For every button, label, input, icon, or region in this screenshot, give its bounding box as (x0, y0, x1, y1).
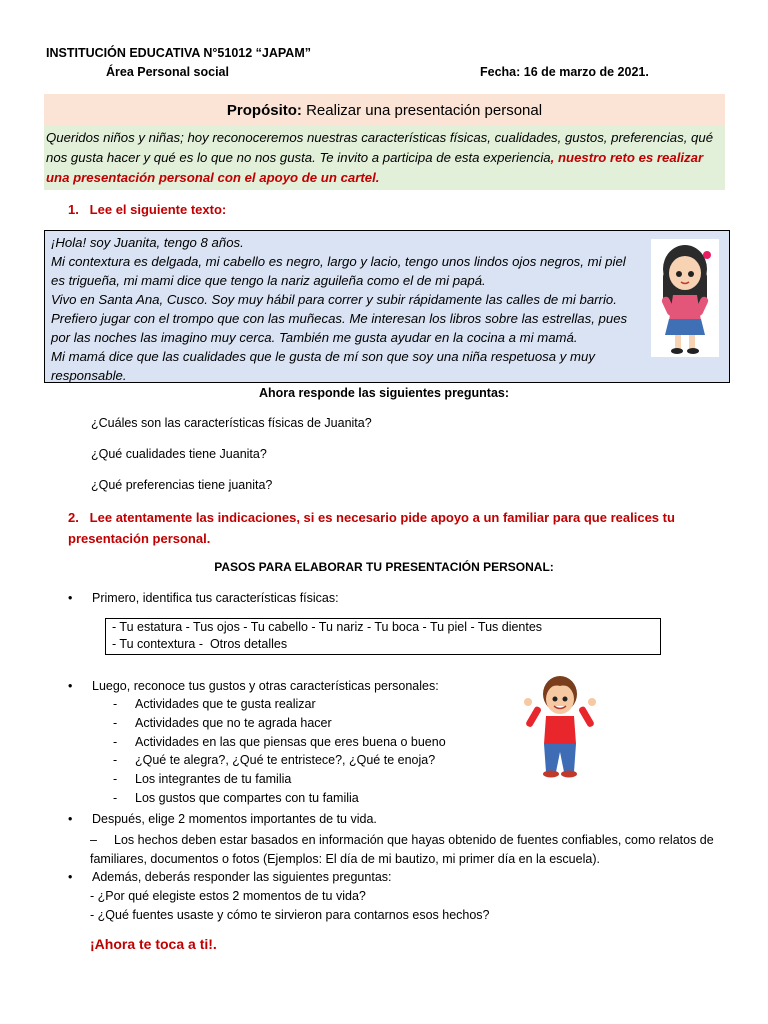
step-2-heading: 2. Lee atentamente las indicaciones, si es necesario pide apoyo a un familiar para que realices tu presentación personal. (68, 510, 679, 546)
story-line: Mi mamá dice que las cualidades que le gusta de mí son que soy una niña respetuosa y muy responsable. (51, 349, 595, 383)
question-item: ¿Qué preferencias tiene juanita? (91, 478, 273, 492)
institution-title: INSTITUCIÓN EDUCATIVA N°51012 “JAPAM” (46, 46, 311, 60)
traits-line: - Tu contextura - Otros detalles (112, 637, 288, 651)
purpose-text: Realizar una presentación personal (301, 101, 543, 119)
bullet-icon: • (68, 679, 73, 693)
story-line: ¡Hola! soy Juanita, tengo 8 años. (51, 235, 244, 250)
list-item: - Los integrantes de tu familia (113, 772, 292, 786)
fourth-question: - ¿Qué fuentes usaste y cómo te sirvieron para contarnos esos hechos? (90, 908, 490, 922)
step-third-text: Después, elige 2 momentos importantes de tu vida. (92, 812, 377, 826)
intro-text: Queridos niños y niñas; hoy reconoceremos nuestras características físicas, cualidades, gustos, preferencias, qué nos gusta hacer y qué es lo que no nos gusta. Te invito a participa de esta experiencia (46, 130, 714, 165)
step-third (68, 812, 377, 826)
purpose-banner (44, 94, 725, 126)
story-line: Prefiero jugar con el trompo que con las muñecas. Me interesan los libros sobre las estrellas, pues por las noches las imagino muy cerca. También me gusta ayudar en la cocina a mi mamá. (51, 311, 628, 345)
step-second (68, 679, 439, 693)
story-line: Mi contextura es delgada, mi cabello es negro, largo y lacio, tengo unos lindos ojos negros, mi piel es trigueña, mi mami dice que tengo la nariz aguileña como el de mi papá. (51, 254, 626, 288)
step-first-text: Primero, identifica tus características físicas: (92, 591, 339, 605)
step-third-detail: – Los hechos deben estar basados en información que hayas obtenido de fuentes confiables, como relatos de familiares, documentos o fotos (Ejemplos: El día de mi bautizo, mi primer día en la escuela). (90, 833, 714, 866)
purpose-label: Propósito: (226, 101, 302, 119)
story-text (51, 233, 636, 385)
questions-title: Ahora responde las siguientes preguntas: (258, 386, 510, 400)
physical-traits-box (105, 618, 661, 655)
question-item: ¿Qué cualidades tiene Juanita? (91, 447, 267, 461)
list-item: - Actividades que no te agrada hacer (113, 716, 332, 730)
traits-line: - Tu estatura - Tus ojos - Tu cabello - Tu nariz - Tu boca - Tu piel - Tus dientes (112, 620, 543, 634)
step-fourth-text: Además, deberás responder las siguientes preguntas: (92, 870, 392, 884)
steps-title: PASOS PARA ELABORAR TU PRESENTACIÓN PERSONAL: (214, 560, 554, 574)
list-item: - Actividades que te gusta realizar (113, 697, 316, 711)
intro-challenge: , nuestro reto es realizar una presentación personal con el apoyo de un cartel. (46, 150, 704, 185)
fourth-question: - ¿Por qué elegiste estos 2 momentos de tu vida? (90, 889, 366, 903)
story-box (44, 230, 730, 383)
subject-area: Área Personal social (106, 65, 229, 79)
girl-illustration (651, 239, 719, 357)
bullet-icon: • (68, 870, 73, 884)
bullet-icon: • (68, 812, 73, 826)
question-item: ¿Cuáles son las características físicas de Juanita? (91, 416, 372, 430)
intro-paragraph (44, 126, 725, 190)
step-first (68, 591, 339, 605)
list-item: - Actividades en las que piensas que eres buena o bueno (113, 735, 446, 749)
step-1-heading: 1. Lee el siguiente texto: (68, 202, 227, 217)
list-item: - ¿Qué te alegra?, ¿Qué te entristece?, ¿Qué te enoja? (113, 753, 436, 767)
list-item: - Los gustos que compartes con tu familia (113, 791, 359, 805)
step-fourth (68, 870, 392, 884)
story-line: Vivo en Santa Ana, Cusco. Soy muy hábil para correr y subir rápidamente las calles de mi barrio. (51, 292, 617, 307)
closing-message: ¡Ahora te toca a ti!. (90, 936, 217, 952)
step-second-text: Luego, reconoce tus gustos y otras características personales: (92, 679, 439, 693)
date-label: Fecha: 16 de marzo de 2021. (480, 65, 649, 79)
boy-illustration (520, 672, 600, 780)
bullet-icon: • (68, 591, 73, 605)
